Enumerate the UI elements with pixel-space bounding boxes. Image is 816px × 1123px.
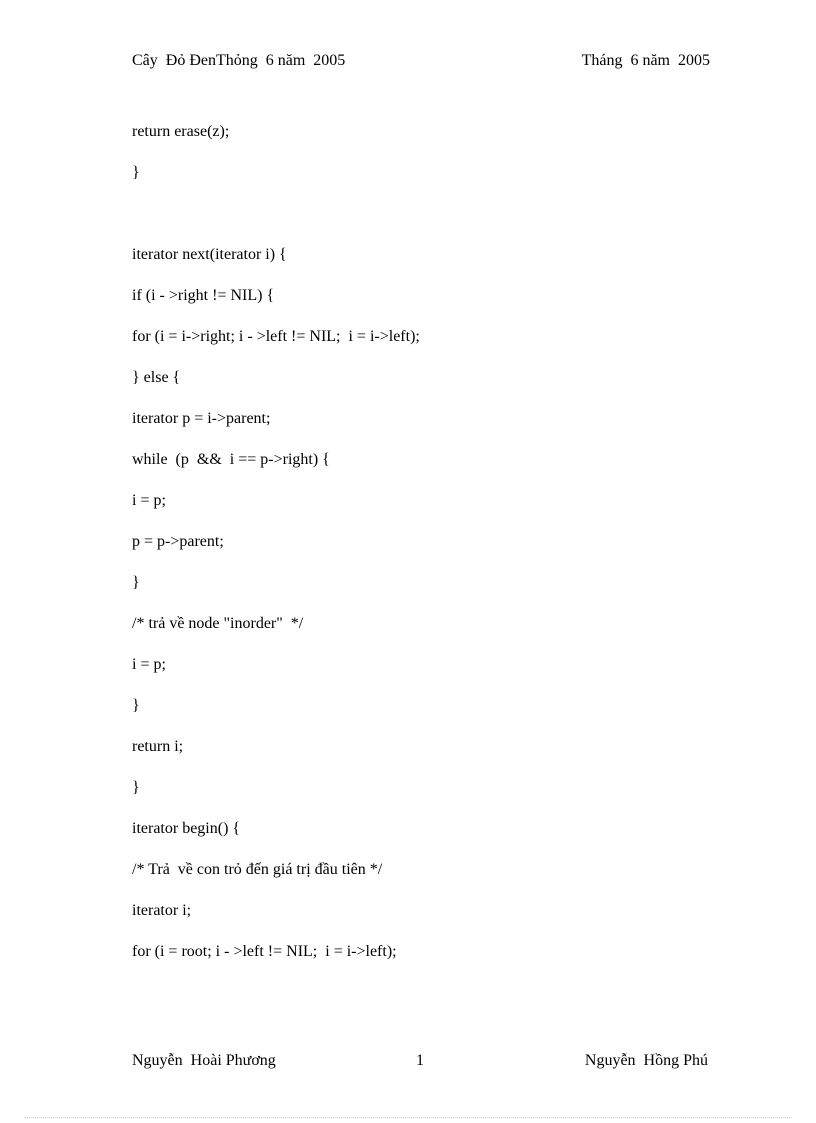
code-line: return erase(z); <box>132 123 230 140</box>
code-comment: /* Trả về con trỏ đến giá trị đầu tiên */ <box>132 861 383 878</box>
footer-author-right: Nguyễn Hồng Phú <box>584 1052 708 1069</box>
code-line: } <box>132 697 140 714</box>
code-line: iterator i; <box>132 902 192 919</box>
code-line: iterator next(iterator i) { <box>132 246 287 263</box>
code-line: p = p->parent; <box>132 533 224 550</box>
page-number: 1 <box>416 1052 424 1069</box>
code-comment: /* trả về node "inorder" */ <box>132 615 304 632</box>
code-line: } <box>132 779 140 796</box>
code-line: iterator begin() { <box>132 820 241 837</box>
code-line: return i; <box>132 738 184 755</box>
code-line: } <box>132 574 140 591</box>
code-line: i = p; <box>132 656 166 673</box>
page-bottom-edge <box>24 1117 792 1118</box>
footer-author-left: Nguyễn Hoài Phương <box>132 1052 276 1069</box>
code-line: iterator p = i->parent; <box>132 410 271 427</box>
code-line: } <box>132 164 140 181</box>
code-line: for (i = root; i - >left != NIL; i = i->left); <box>132 943 397 960</box>
code-line: while (p && i == p->right) { <box>132 451 330 468</box>
code-line: for (i = i->right; i - >left != NIL; i = i->left); <box>132 328 420 345</box>
header-date: Tháng 6 năm 2005 <box>581 52 710 69</box>
header-title: Cây Đỏ ĐenThỏng 6 năm 2005 <box>132 52 346 69</box>
code-line: } else { <box>132 369 181 386</box>
code-line: i = p; <box>132 492 166 509</box>
code-line: if (i - >right != NIL) { <box>132 287 275 304</box>
code-listing <box>132 0 732 1000</box>
